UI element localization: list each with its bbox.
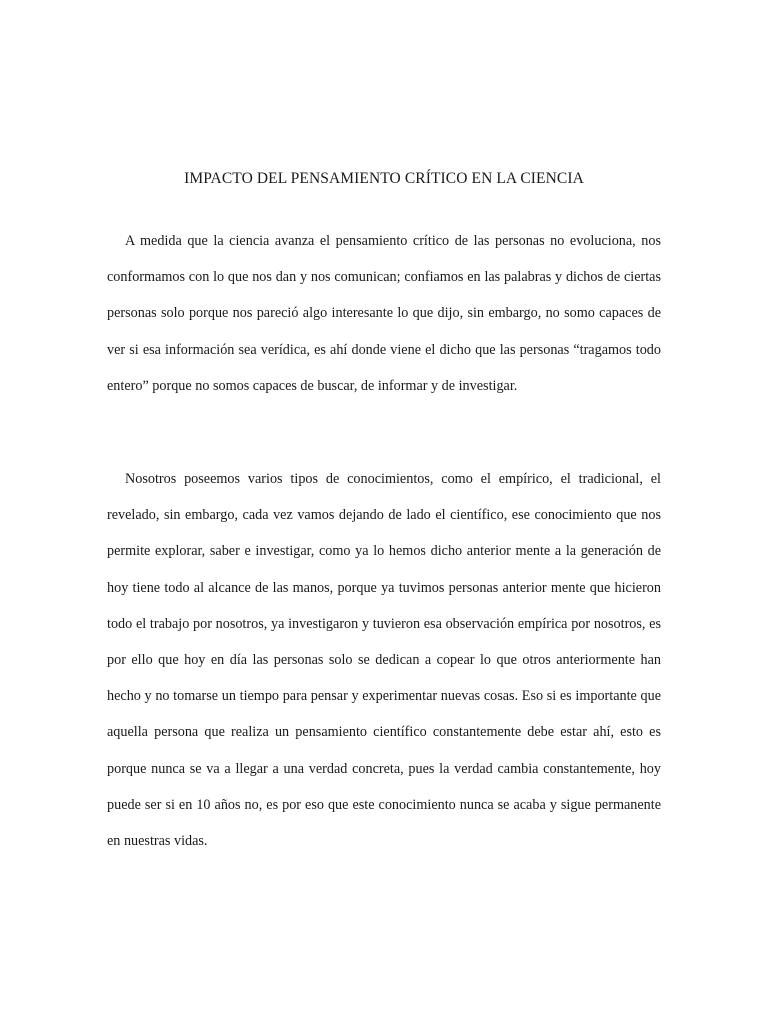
- paragraph-2: Nosotros poseemos varios tipos de conocimientos, como el empírico, el tradicional, el revelado, sin embargo, cada vez vamos dejando de lado el científico, ese conocimiento que nos permite explorar, saber e investigar, como ya lo hemos dicho anterior mente a la generación de hoy tiene todo al alcance de las manos, porque ya tuvimos personas anterior mente que hicieron todo el trabajo por nosotros, ya investigaron y tuvieron esa observación empírica por nosotros, es por ello que hoy en día las personas solo se dedican a copear lo que otros anteriormente han hecho y no tomarse un tiempo para pensar y experimentar nuevas cosas. Eso si es importante que aquella persona que realiza un pensamiento científico constantemente debe estar ahí, esto es porque nunca se va a llegar a una verdad concreta, pues la verdad cambia constantemente, hoy puede ser si en 10 años no, es por eso que este conocimiento nunca se acaba y sigue permanente en nuestras vidas.: [107, 471, 661, 850]
- paragraph-1: A medida que la ciencia avanza el pensamiento crítico de las personas no evoluciona, nos conformamos con lo que nos dan y nos comunican; confiamos en las palabras y dichos de ciertas personas solo porque nos pareció algo interesante lo que dijo, sin embargo, no somo capaces de ver si esa información sea verídica, es ahí donde viene el dicho que las personas “tragamos todo entero” porque no somos capaces de buscar, de informar y de investigar.: [107, 233, 661, 394]
- document-title: IMPACTO DEL PENSAMIENTO CRÍTICO EN LA CIENCIA: [184, 170, 584, 187]
